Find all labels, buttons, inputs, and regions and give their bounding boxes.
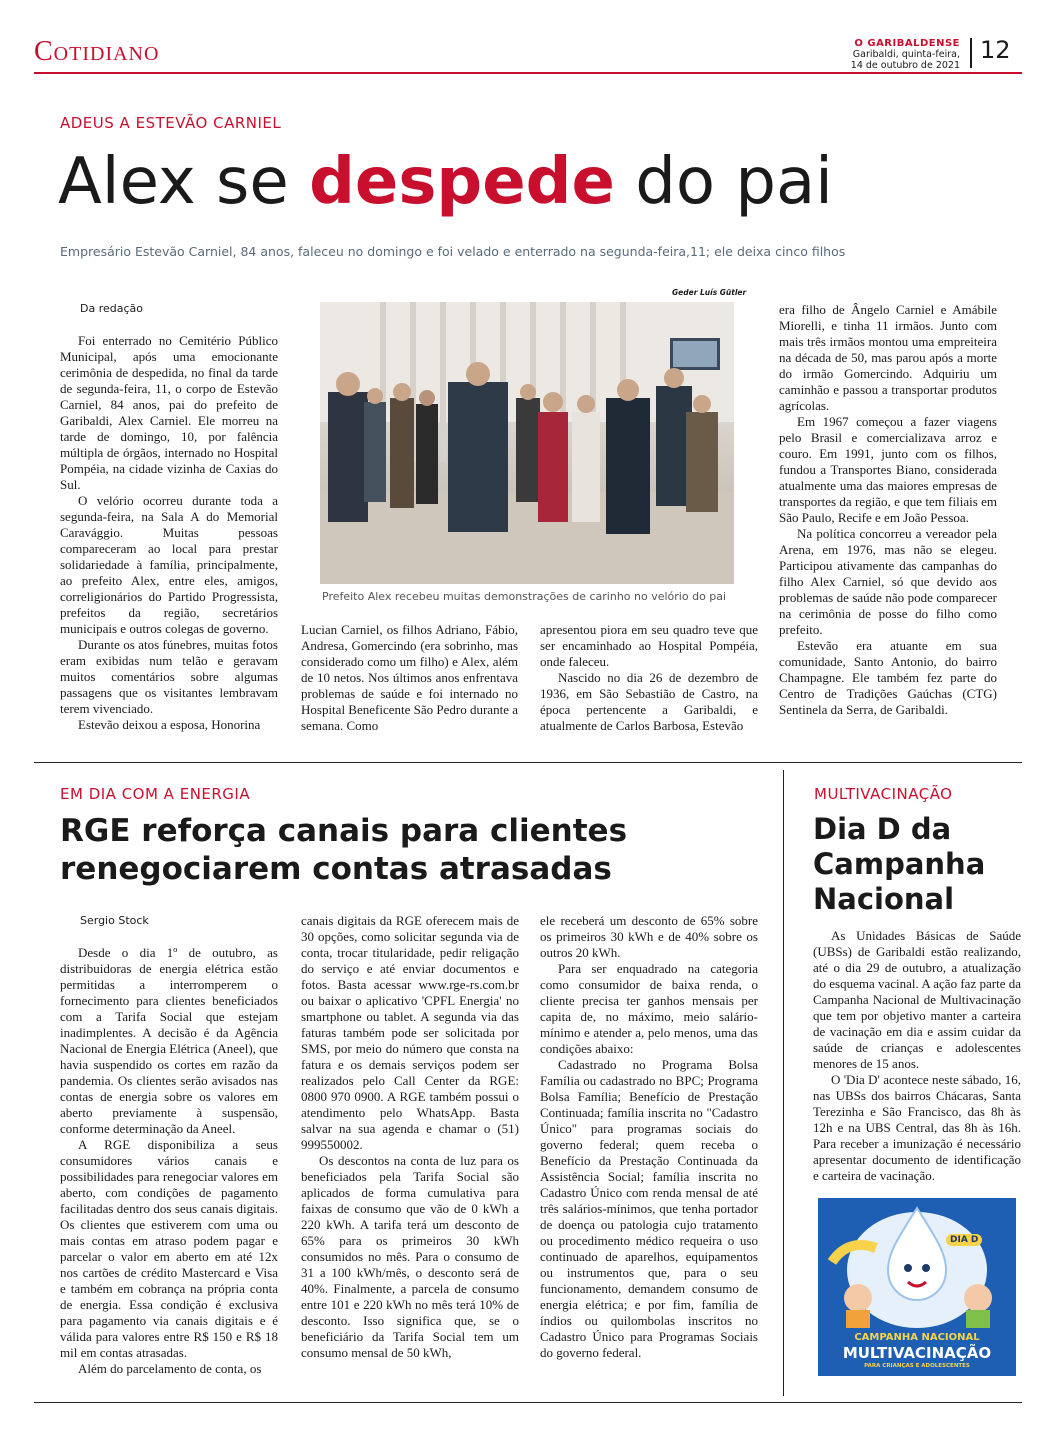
paragraph: O 'Dia D' acontece neste sábado, 16, nas UBSs dos bairros Chácaras, Santa Terezinha e São Francisco, das 8h às 12h e na UBS Central, das 8h às 16h. Para receber a imunização é necessário apresentar documento de identificação e carteira de vacinação. — [813, 1072, 1021, 1183]
paragraph: ele receberá um desconto de 65% sobre os primeiros 30 kWh e de 40% sobre os outros 20 kWh. — [540, 913, 758, 960]
article1-headline — [58, 142, 833, 222]
article2-col1 — [60, 945, 278, 1377]
paragraph: Foi enterrado no Cemitério Público Municipal, após uma emocionante cerimônia de despedida, no final da tarde de segunda-feira, 11, o corpo de Estevão Carniel, 84 anos, pai do prefeito de Garibaldi, Alex Carniel. Ele morreu na tarde de domingo, 10, por falência múltipla de órgãos, internado no Hospital Pompéia, na cidade vizinha de Caxias do Sul. — [60, 333, 278, 492]
article2-col2 — [301, 913, 519, 1361]
headline-highlight: despede — [309, 145, 615, 219]
paragraph: Nascido no dia 26 de dezembro de 1936, em São Sebastião de Castro, na época pertencente a Garibaldi, e atualmente de Carlos Barbosa, Estevão — [540, 670, 758, 733]
paragraph: Na política concorreu a vereador pela Arena, em 1976, mas não se elegeu. Participou ativamente das campanhas do filho Alex Carniel, só que devido aos problemas de saúde não pode comparecer na cerimônia de posse do filho como prefeito. — [779, 526, 997, 637]
dateline-weekday: Garibaldi, quinta-feira, — [852, 49, 960, 60]
headline-line: Dia D da — [813, 812, 952, 846]
article1-col1 — [60, 333, 278, 733]
article1-col4 — [779, 302, 997, 718]
bottom-rule — [34, 1402, 1022, 1403]
paragraph: Os descontos na conta de luz para os beneficiados pela Tarifa Social são aplicados de forma cumulativa para faixas de consumo que vão de 0 kWh a 220 kWh. A tarifa terá um desconto de 65% para os primeiros 30 kWh consumidos no mês. Para o consumo de 31 a 100 kWh/mês, o desconto será de 40%. Finalmente, a parcela de consumo entre 101 e 220 kWh no mês terá 10% de desconto. Isso significa que, se o beneficiário da Tarifa Social tem um consumo mensal de 50 kWh, — [301, 1153, 519, 1360]
article3-kicker: MULTIVACINAÇÃO — [814, 785, 953, 803]
paragraph: A RGE disponibiliza a seus consumidores vários canais e possibilidades para renegociar valores em aberto, com condições de pagamento facilitadas dentro dos seus canais digitais. Os clientes que estiverem com uma ou mais contas em atraso podem pagar e parcelar o valor em aberto em até 12x nos cartões de crédito Mastercard e Visa e também em cobrança na própria conta de energia. Essa condição é exclusiva para pagamento via canais digitais e é válida para valores entre R$ 150 e R$ 18 mil em contas atrasadas. — [60, 1137, 278, 1360]
poster-line1: CAMPANHA NACIONAL — [854, 1332, 980, 1343]
poster-line3: PARA CRIANÇAS E ADOLESCENTES — [864, 1363, 970, 1369]
photo-caption: Prefeito Alex recebeu muitas demonstrações de carinho no velório do pai — [322, 590, 727, 603]
article1-col2 — [301, 622, 518, 734]
paragraph: O velório ocorreu durante toda a segunda-feira, na Sala A do Memorial Caravággio. Muitas pessoas compareceram ao local para prestar solidariedade à família, principalmente, ao prefeito Alex, entre eles, amigos, correligionários do Partido Progressista, prefeitos da região, secretários municipais e outros colegas de governo. — [60, 493, 278, 636]
paper-name: O GARIBALDENSE — [854, 38, 960, 49]
article1-col3 — [540, 622, 758, 734]
article2-byline: Sergio Stock — [80, 914, 149, 927]
paragraph: Durante os atos fúnebres, muitas fotos eram exibidas num telão e geravam muitos comentários sobre algumas passagens que os visitantes lembravam terem vivenciado. — [60, 637, 278, 716]
article2-headline — [60, 812, 627, 888]
photo-credit: Geder Luís Gütler — [672, 288, 747, 297]
masthead-divider — [970, 38, 972, 68]
poster-line2: MULTIVACINAÇÃO — [842, 1344, 992, 1362]
header-rule — [34, 72, 1022, 74]
article1-byline: Da redação — [80, 302, 143, 315]
dia-d-badge: DIA D — [946, 1234, 982, 1246]
article2-col3 — [540, 913, 758, 1361]
paragraph: Lucian Carniel, os filhos Adriano, Fábio, Andresa, Gomercindo (era sobrinho, mas considerado como um filho) e Alex, além de 10 netos. Nos últimos anos enfrentava problemas de saúde e foi internado no Hospital Beneficente São Pedro durante a semana. Como — [301, 622, 518, 733]
headline-line: Nacional — [813, 882, 955, 916]
headline-part: do pai — [614, 145, 833, 219]
article1-kicker: ADEUS A ESTEVÃO CARNIEL — [60, 114, 282, 132]
headline-line: RGE reforça canais para clientes — [60, 813, 628, 849]
section-divider — [34, 762, 1022, 763]
column-divider — [783, 770, 784, 1396]
article3-body — [813, 928, 1021, 1184]
paragraph: Estevão era atuante em sua comunidade, Santo Antonio, do bairro Champagne. Ele também fez parte do Centro de Tradições Gaúchas (CTG) Sentinela da Serra, de Garibaldi. — [779, 638, 997, 717]
paragraph: Em 1967 começou a fazer viagens pelo Brasil e comercializava arroz e couro. Em 1991, junto com os filhos, fundou a Transportes Biano, considerada atualmente uma das maiores empresas de transportes da região, e que tem filiais em São Paulo, Recife e em João Pessoa. — [779, 414, 997, 525]
paragraph: Desde o dia 1º de outubro, as distribuidoras de energia elétrica estão permitidas a interromperem o fornecimento para clientes beneficiados com a Tarifa Social que estejam inadimplentes. A decisão é da Agência Nacional de Energia Elétrica (Aneel), que havia suspendido os cortes em razão da pandemia. Os clientes serão avisados nas contas de energia sobre os valores em aberto previamente à suspensão, conforme determinação da Aneel. — [60, 945, 278, 1136]
article1-photo — [320, 302, 734, 584]
paragraph: Estevão deixou a esposa, Honorina — [78, 717, 261, 732]
funeral-crowd-illustration — [320, 302, 734, 584]
headline-part: Alex se — [58, 145, 310, 219]
paragraph: Para ser enquadrado na categoria como consumidor de baixa renda, o cliente precisa ter ganhos mensais per capita de, no máximo, meio salário-mínimo e atender a, pelo menos, uma das condições abaixo: — [540, 961, 758, 1056]
paragraph: Cadastrado no Programa Bolsa Família ou cadastrado no BPC; Programa Bolsa Família; Benefício de Prestação Continuada; família inscrita no "Cadastro Único" para programas sociais do governo federal; quem receba o Benefício da Prestação Continuada da Assistência Social; família inscrita no Cadastro Único com renda mensal de até três salários-mínimos, que tenha portador de doença ou patologia cujo tratamento ou procedimento médico requeira o uso continuado de aparelhos, equipamentos ou instrumentos que, para o seu funcionamento, demandem consumo de energia elétrica; e por fim, família de índios ou quilombolas inscritos no Cadastro Único para Programas Sociais do governo federal. — [540, 1057, 758, 1360]
paragraph: canais digitais da RGE oferecem mais de 30 opções, como solicitar segunda via de conta, trocar titularidade, pedir religação do serviço e até enviar documentos e fotos. Basta acessar www.rge-rs.com.br ou baixar o aplicativo 'CPFL Energia' no smartphone ou tablet. A segunda via das faturas também pode ser solicitada por SMS, por meio do número que consta na fatura e os demais serviços podem ser realizados pelo Call Center da RGE: 0800 970 0900. A RGE também possui o atendimento pelo WhatsApp. Basta salvar na sua agenda e chamar o (51) 999550002. — [301, 913, 519, 1152]
section-title: Cotidiano — [34, 36, 160, 67]
paragraph: Além do parcelamento de conta, os — [78, 1361, 262, 1376]
dateline-date: 14 de outubro de 2021 — [850, 60, 960, 71]
article3-headline — [813, 812, 985, 917]
paragraph: era filho de Ângelo Carniel e Amábile Miorelli, e tinha 11 irmãos. Junto com mais três irmãos montou uma empreiteira na década de 50, mas parou após a morte do irmão Gomercindo. Adquiriu um caminhão e passou a transportar produtos agrícolas. — [779, 302, 997, 413]
article2-kicker: EM DIA COM A ENERGIA — [60, 785, 251, 803]
paragraph: As Unidades Básicas de Saúde (UBSs) de Garibaldi estão realizando, até o dia 29 de outubro, a atualização do esquema vacinal. A ação faz parte da Campanha Nacional de Multivacinação que tem por objetivo manter a carteira de vacinação em dia e assim cuidar da saúde de crianças e adolescentes menores de 15 anos. — [813, 928, 1021, 1071]
headline-line: renegociarem contas atrasadas — [60, 851, 612, 887]
headline-line: Campanha — [813, 847, 986, 881]
paragraph: apresentou piora em seu quadro teve que ser encaminhado ao Hospital Pompéia, onde faleceu. — [540, 622, 758, 669]
masthead — [851, 38, 960, 71]
article1-deck: Empresário Estevão Carniel, 84 anos, faleceu no domingo e foi velado e enterrado na segunda-feira,11; ele deixa cinco filhos — [60, 244, 846, 259]
multivacinacao-poster — [818, 1198, 1016, 1376]
page-number: 12 — [980, 36, 1011, 64]
